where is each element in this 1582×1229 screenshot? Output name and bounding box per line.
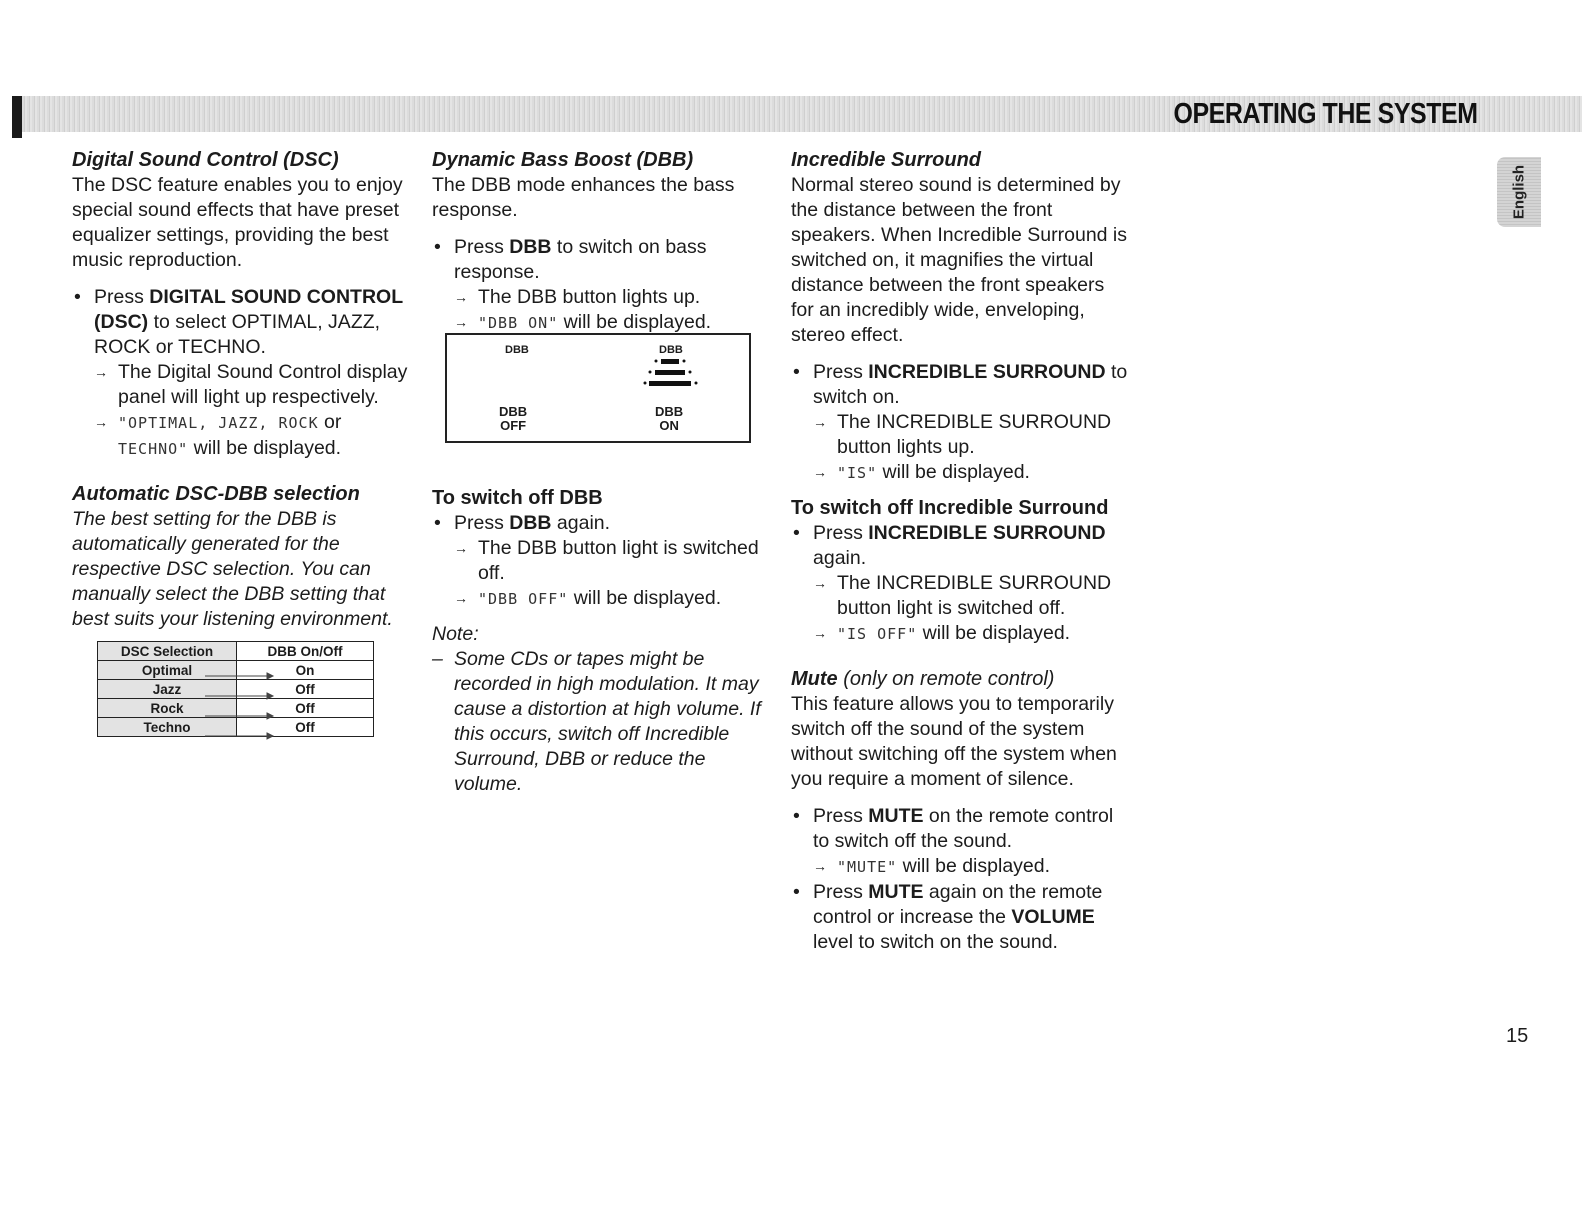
is-off-heading: To switch off Incredible Surround (791, 497, 1109, 519)
table-arrows (195, 666, 285, 746)
note-label: Note: (432, 623, 479, 645)
mute-heading: Mute (only on remote control) (791, 668, 1055, 690)
dbb-display-diagram (445, 333, 751, 443)
dbb-off-arrow-1: → The DBB button light is switched off. (454, 536, 772, 586)
table-header-row (98, 642, 374, 661)
table-header: DBB On/Off (237, 642, 374, 661)
table-cell: On (237, 661, 374, 680)
dbb-bars-icon (643, 357, 703, 393)
dsc-arrow-1: → The Digital Sound Control display panel will light up respectively. (94, 360, 412, 410)
mute-bullet-1: • Press MUTE on the remote control to switch off the sound. (791, 804, 1131, 854)
dbb-off-label: DBB OFF (499, 404, 528, 433)
column-dbb (432, 148, 772, 797)
dbb-off-bullet: • Press DBB again. (432, 511, 772, 536)
is-arrow-2: → "IS" will be displayed. (813, 460, 1131, 486)
is-off-arrow-2: → "IS OFF" will be displayed. (813, 621, 1131, 647)
column-incredible-surround (791, 148, 1131, 955)
language-tab-label: English (1510, 164, 1528, 220)
is-heading: Incredible Surround (791, 149, 982, 171)
page-title: OPERATING THE SYSTEM (1173, 98, 1478, 130)
table-cell: Jazz (98, 680, 237, 699)
table-cell: Optimal (98, 661, 237, 680)
page-number: 15 (1506, 1025, 1529, 1047)
dbb-intro: The DBB mode enhances the bass response. (432, 174, 735, 221)
dsc-heading: Digital Sound Control (DSC) (72, 149, 339, 171)
is-off-bullet: • Press INCREDIBLE SURROUND again. (791, 521, 1131, 571)
dbb-off-heading: To switch off DBB (432, 487, 603, 509)
dsc-intro: The DSC feature enables you to enjoy special sound effects that have preset equalizer settings, providing the best music reproduction. (72, 174, 403, 271)
is-bullet: • Press INCREDIBLE SURROUND to switch on. (791, 360, 1131, 410)
table-cell: Techno (98, 718, 237, 737)
note-text: – Some CDs or tapes might be recorded in high modulation. It may cause a distortion at high volume. If this occurs, switch off Incredible Surround, DBB or reduce the volume. (432, 648, 761, 795)
table-cell: Rock (98, 699, 237, 718)
auto-dsc-dbb-heading: Automatic DSC-DBB selection (72, 483, 360, 505)
is-intro: Normal stereo sound is determined by the distance between the front speakers. When Incredible Surround is switched on, it magnifies the virtual distance between the front speakers for an incredibly wide, enveloping, stereo effect. (791, 174, 1128, 346)
dbb-off-arrow-2: → "DBB OFF" will be displayed. (454, 586, 772, 612)
table-header: DSC Selection (98, 642, 237, 661)
mute-arrow: → "MUTE" will be displayed. (813, 854, 1131, 880)
table-cell: Off (237, 718, 374, 737)
dbb-bullet: • Press DBB to switch on bass response. (432, 235, 772, 285)
is-off-arrow-1: → The INCREDIBLE SURROUND button light is switched off. (813, 571, 1131, 621)
dbb-arrow-1: → The DBB button lights up. (454, 285, 772, 310)
mute-intro: This feature allows you to temporarily switch off the sound of the system without switching off the system when you require a moment of silence. (791, 693, 1117, 790)
dbb-heading: Dynamic Bass Boost (DBB) (432, 149, 694, 171)
dbb-on-label: DBB ON (655, 404, 684, 433)
is-arrow-1: → The INCREDIBLE SURROUND button lights up. (813, 410, 1131, 460)
table-cell: Off (237, 699, 374, 718)
header-marker (12, 96, 22, 138)
table-cell: Off (237, 680, 374, 699)
dbb-arrow-2: → "DBB ON" will be displayed. (454, 310, 772, 336)
dbb-top-left-label: DBB (505, 344, 529, 356)
dsc-bullet: • Press DIGITAL SOUND CONTROL (DSC) to select OPTIMAL, JAZZ, ROCK or TECHNO. (72, 285, 412, 360)
mute-bullet-2: • Press MUTE again on the remote control or increase the VOLUME level to switch on the sound. (791, 880, 1131, 955)
dbb-top-right-label: DBB (659, 344, 683, 356)
dsc-arrow-2: → "OPTIMAL, JAZZ, ROCK or TECHNO" will be displayed. (94, 410, 412, 462)
column-dsc (72, 148, 412, 632)
language-tab (1497, 157, 1541, 227)
auto-dsc-dbb-text: The best setting for the DBB is automatically generated for the respective DSC selection. You can manually select the DBB setting that best suits your listening environment. (72, 508, 393, 630)
